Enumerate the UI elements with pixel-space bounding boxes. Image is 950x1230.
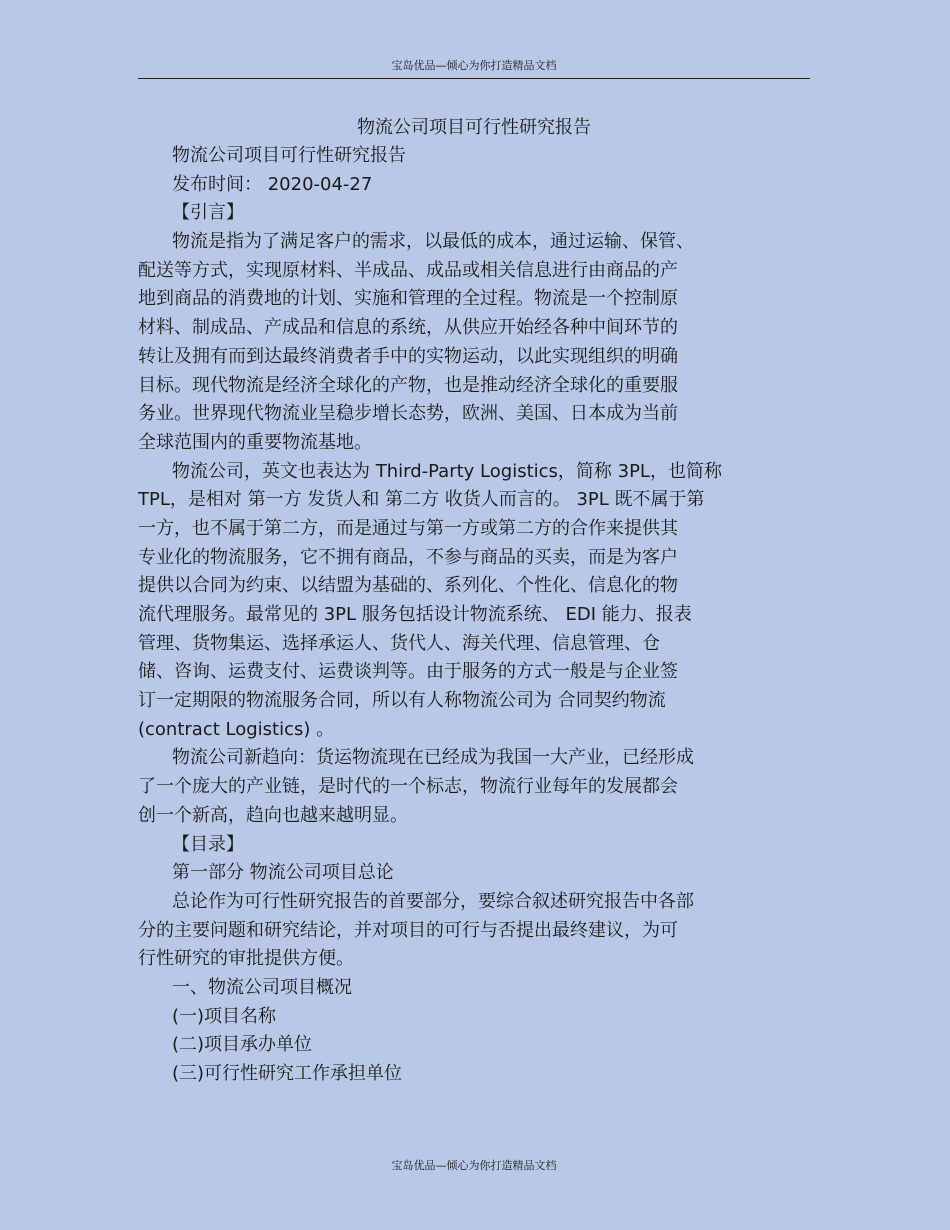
text-line: (一)项目名称 — [172, 1005, 277, 1027]
text-line: 发布时间： 2020-04-27 — [172, 173, 373, 195]
text-line: 创一个新高，趋向也越来越明显。 — [138, 804, 408, 826]
footer-text: 宝岛优品—倾心为你打造精品文档 — [391, 1159, 557, 1172]
text-line: 订一定期限的物流服务合同，所以有人称物流公司为 合同契约物流 — [138, 690, 666, 712]
text-line: 全球范围内的重要物流基地。 — [138, 431, 372, 453]
text-line: 储、咨询、运费支付、运费谈判等。由于服务的方式一般是与企业签 — [138, 661, 678, 683]
page-footer — [138, 1158, 810, 1174]
text-line: (contract Logistics) 。 — [138, 718, 335, 740]
text-line: 目标。现代物流是经济全球化的产物，也是推动经济全球化的重要服 — [138, 374, 678, 396]
text-line: 物流公司，英文也表达为 Third-Party Logistics，简称 3PL，也简称 — [172, 460, 722, 482]
text-line: 管理、货物集运、选择承运人、货代人、海关代理、信息管理、仓 — [138, 632, 660, 654]
text-line: 一方，也不属于第二方，而是通过与第一方或第二方的合作来提供其 — [138, 517, 678, 539]
text-line: (二)项目承办单位 — [172, 1034, 313, 1056]
text-line: 物流公司新趋向：货运物流现在已经成为我国一大产业，已经形成 — [172, 747, 694, 769]
text-line: 专业化的物流服务，它不拥有商品，不参与商品的买卖，而是为客户 — [138, 546, 678, 568]
text-line: 材料、制成品、产成品和信息的系统，从供应开始经各种中间环节的 — [138, 317, 678, 339]
header-text: 宝岛优品—倾心为你打造精品文档 — [391, 59, 557, 72]
text-line: 物流公司项目可行性研究报告 — [172, 145, 406, 166]
text-line: 行性研究的审批提供方便。 — [138, 948, 354, 970]
text-line: 分的主要问题和研究结论，并对项目的可行与否提出最终建议，为可 — [138, 919, 678, 941]
document-lines — [138, 142, 810, 1089]
text-line: 提供以合同为约束、以结盟为基础的、系列化、个性化、信息化的物 — [138, 575, 678, 597]
document-body — [138, 113, 810, 1089]
text-line: 了一个庞大的产业链，是时代的一个标志，物流行业每年的发展都会 — [138, 776, 678, 798]
text-line: (三)可行性研究工作承担单位 — [172, 1063, 403, 1084]
text-line: 【目录】 — [172, 833, 244, 855]
text-line: 【引言】 — [172, 202, 244, 224]
page-header — [138, 58, 810, 79]
text-line: 流代理服务。最常见的 3PL 服务包括设计物流系统、 EDI 能力、报表 — [138, 604, 692, 625]
text-line: 第一部分 物流公司项目总论 — [172, 862, 394, 884]
text-line: 转让及拥有而到达最终消费者手中的实物运动，以此实现组织的明确 — [138, 345, 678, 367]
text-line: 地到商品的消费地的计划、实施和管理的全过程。物流是一个控制原 — [138, 288, 678, 310]
text-line: 一、物流公司项目概况 — [172, 976, 352, 998]
text-line: 物流是指为了满足客户的需求，以最低的成本，通过运输、保管、 — [172, 231, 694, 253]
text-line: 配送等方式，实现原材料、半成品、成品或相关信息进行由商品的产 — [138, 259, 678, 281]
text-line: TPL，是相对 第一方 发货人和 第二方 收货人而言的。 3PL 既不属于第 — [138, 489, 705, 511]
document-title: 物流公司项目可行性研究报告 — [357, 117, 591, 138]
text-line: 总论作为可行性研究报告的首要部分，要综合叙述研究报告中各部 — [172, 890, 694, 912]
text-line: 务业。世界现代物流业呈稳步增长态势，欧洲、美国、日本成为当前 — [138, 403, 678, 425]
